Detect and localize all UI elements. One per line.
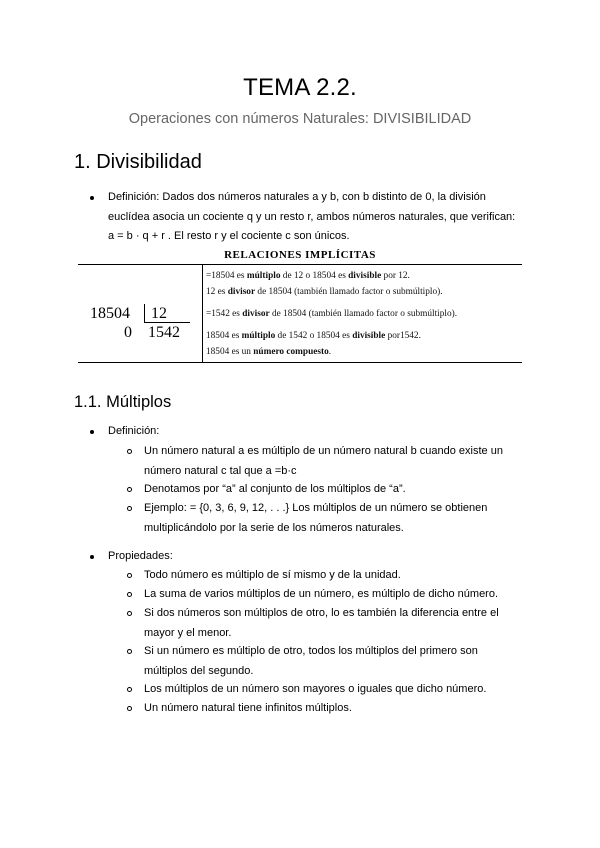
- sub-bullet-line: Un número natural tiene infinitos múltiplos.: [144, 702, 352, 714]
- definicion-label: Definición:: [108, 425, 160, 437]
- sub-bullet-text: [144, 442, 524, 481]
- dividend-value: 18504: [90, 305, 130, 322]
- sub-bullet-line: multiplicándolo por la serie de los números naturales.: [144, 521, 404, 534]
- relation-bold: divisible: [352, 331, 386, 341]
- sub-bullet-line: número natural c tal que a =b·c: [144, 464, 297, 477]
- sub-bullet-line: múltiplos del segundo.: [144, 664, 254, 677]
- figure-header: RELACIONES IMPLÍCITAS: [224, 249, 376, 261]
- sub-bullet-text: [144, 499, 524, 538]
- relation-text: =1542 es: [206, 309, 243, 319]
- relation-line: [206, 286, 443, 298]
- sub-bullet-line: Denotamos por “a” al conjunto de los múltiplos de “a”.: [144, 483, 406, 495]
- sub-bullet-text: [144, 566, 524, 586]
- document-title: TEMA 2.2.: [243, 74, 357, 101]
- sub-bullet-line: Un número natural a es múltiplo de un número natural b cuando existe un: [144, 445, 503, 457]
- relation-text: de 12 o 18504 es: [280, 271, 349, 281]
- relation-text: .: [328, 347, 332, 357]
- relation-bold: múltiplo: [241, 331, 276, 341]
- relation-line: [206, 346, 331, 358]
- relation-bold: múltiplo: [246, 271, 281, 281]
- bullet-ring-icon: [127, 506, 132, 511]
- bullet-ring-icon: [127, 611, 132, 616]
- bullet-dot-icon: [90, 430, 94, 434]
- bullet-dot-icon: [90, 555, 94, 559]
- section-heading-divisibilidad: 1. Divisibilidad: [74, 151, 202, 173]
- sub-bullet-line: Si un número es múltiplo de otro, todos los múltiplos del primero son: [144, 645, 478, 657]
- sub-bullet-line: Todo número es múltiplo de sí mismo y de la unidad.: [144, 569, 401, 581]
- propiedades-label: Propiedades:: [108, 550, 173, 562]
- relation-text: 18504 es un: [206, 347, 254, 357]
- sub-bullet-text: [144, 642, 524, 681]
- relation-bold: divisible: [348, 271, 382, 281]
- relation-text: 18504 es: [206, 331, 242, 341]
- relation-text: por 12.: [381, 271, 410, 281]
- figure-top-rule: [78, 264, 522, 265]
- divisor-value: 12: [151, 305, 167, 322]
- section-heading-multiplos: 1.1. Múltiplos: [74, 393, 172, 411]
- relation-text: de 18504 (también llamado factor o submúltiplo).: [269, 309, 458, 319]
- relation-line: [206, 308, 457, 320]
- sub-bullet-line: Los múltiplos de un número son mayores o iguales que dicho número.: [144, 683, 487, 695]
- definition-line: Definición: Dados dos números naturales a y b, con b distinto de 0, la división: [108, 191, 486, 203]
- bullet-ring-icon: [127, 687, 132, 692]
- sub-bullet-line: Si dos números son múltiplos de otro, lo es también la diferencia entre el: [144, 607, 499, 619]
- relation-text: 12 es: [206, 287, 228, 297]
- division-bracket-vertical: [144, 304, 145, 322]
- relation-text: por1542.: [385, 331, 421, 341]
- sub-bullet-text: [144, 480, 524, 500]
- definition-line: euclídea asocia un cociente q y un resto r, ambos números naturales, que verifican:: [108, 210, 516, 223]
- bullet-ring-icon: [127, 592, 132, 597]
- sub-bullet-line: La suma de varios múltiplos de un número, es múltiplo de dicho número.: [144, 588, 499, 600]
- bullet-ring-icon: [127, 706, 132, 711]
- division-figure: [78, 248, 522, 364]
- bullet-ring-icon: [127, 573, 132, 578]
- relation-bold: divisor: [227, 287, 256, 297]
- sub-bullet-line: mayor y el menor.: [144, 626, 232, 639]
- relation-line: [206, 270, 410, 282]
- definition-line: a = b · q + r . El resto r y el cociente c son únicos.: [108, 230, 350, 242]
- relation-bold: divisor: [242, 309, 270, 319]
- sub-bullet-text: [144, 585, 524, 605]
- sub-bullet-text: [144, 680, 524, 700]
- definition-text: [108, 188, 528, 247]
- relation-line: [206, 330, 421, 342]
- figure-divider: [202, 264, 203, 362]
- sub-bullet-text: [144, 604, 524, 643]
- relation-text: de 1542 o 18504 es: [275, 331, 353, 341]
- sub-bullet-line: Ejemplo: = {0, 3, 6, 9, 12, . . .} Los múltiplos de un número se obtienen: [144, 502, 488, 514]
- bullet-ring-icon: [127, 649, 132, 654]
- quotient-value: 1542: [148, 324, 180, 341]
- bullet-ring-icon: [127, 487, 132, 492]
- document-subtitle: Operaciones con números Naturales: DIVISIBILIDAD: [128, 111, 472, 127]
- remainder-value: 0: [124, 324, 132, 341]
- relation-bold: número compuesto: [253, 347, 329, 357]
- relation-text: =18504 es: [206, 271, 247, 281]
- division-bracket-horizontal: [144, 322, 190, 323]
- bullet-ring-icon: [127, 449, 132, 454]
- relation-text: de 18504 (también llamado factor o submúltiplo).: [255, 287, 443, 297]
- bullet-dot-icon: [90, 196, 94, 200]
- sub-bullet-text: [144, 699, 524, 719]
- figure-bottom-rule: [78, 362, 522, 363]
